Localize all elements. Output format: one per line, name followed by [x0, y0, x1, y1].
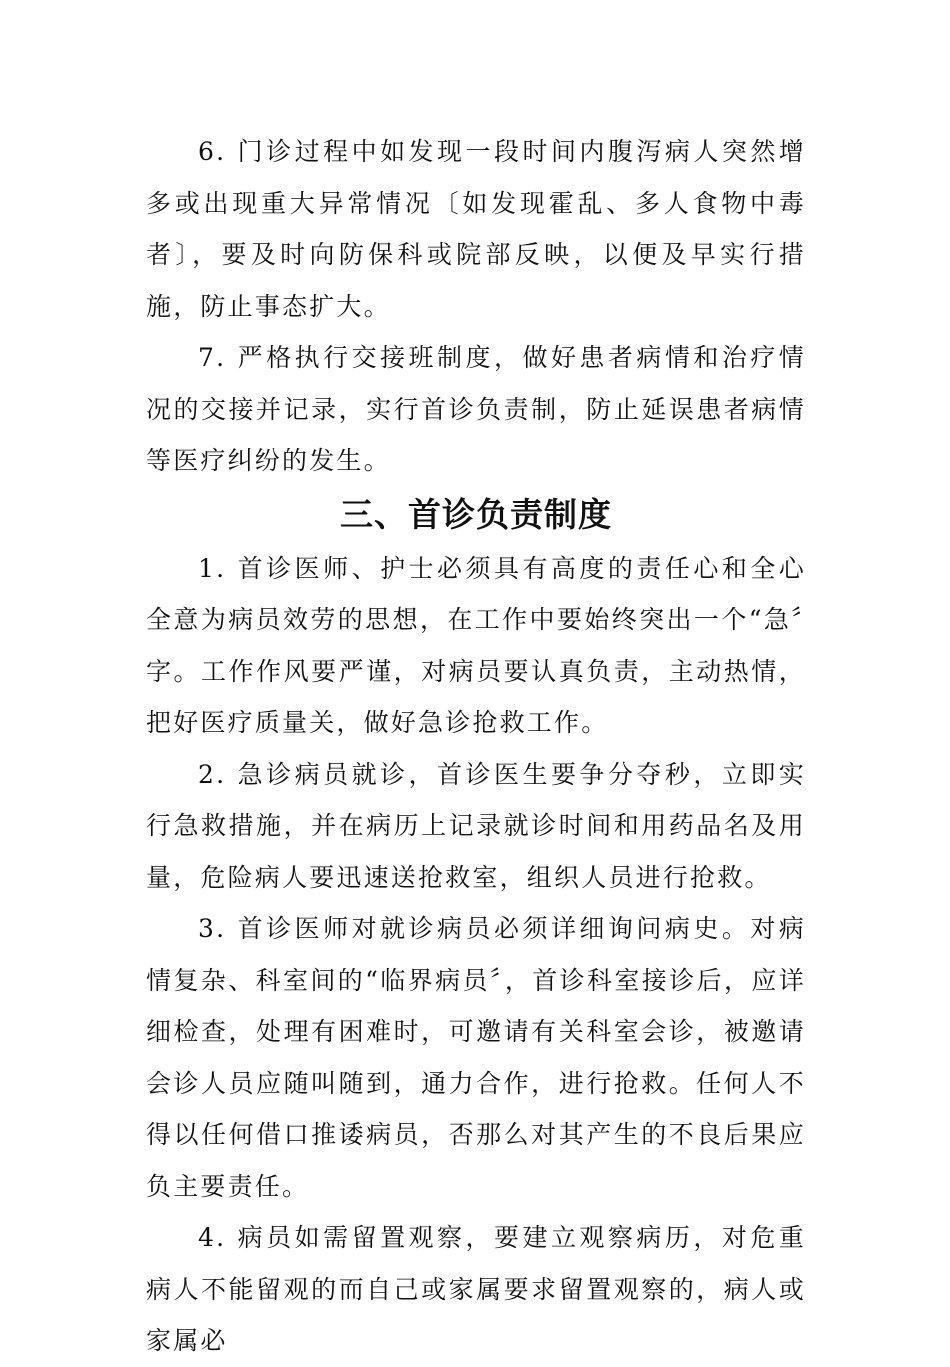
rule-item-1: 1. 首诊医师、护士必须具有高度的责任心和全心全意为病员效劳的思想，在工作中要始终突出一个“急〞字。工作作风要严谨，对病员要认真负责，主动热情，把好医疗质量关，做好急诊抢救工作。 — [146, 553, 806, 737]
rule-item-3: 3. 首诊医师对就诊病员必须详细询问病史。对病情复杂、科室间的“临界病员〞，首诊科室接诊后，应详细检查，处理有困难时，可邀请有关科室会诊，被邀请会诊人员应随叫随到，通力合作，进行抢救。任何人不得以任何借口推诿病员，否那么对其产生的不良后果应负主要责任。 — [146, 914, 806, 1201]
rule-item-7: 7. 严格执行交接班制度，做好患者病情和治疗情况的交接并记录，实行首诊负责制，防止延误患者病情等医疗纠纷的发生。 — [146, 343, 806, 475]
document-page — [146, 126, 806, 1367]
rule-item-6: 6. 门诊过程中如发现一段时间内腹泻病人突然增多或出现重大异常情况〔如发现霍乱、多人食物中毒者〕，要及时向防保科或院部反映，以便及早实行措施，防止事态扩大。 — [146, 137, 806, 321]
rule-item-4: 4. 病员如需留置观察，要建立观察病历，对危重病人不能留观的而自己或家属要求留置观察的，病人或家属必 — [146, 1223, 806, 1355]
section-title: 三、首诊负责制度 — [340, 494, 612, 534]
rule-item-2: 2. 急诊病员就诊，首诊医生要争分夺秒，立即实行急救措施，并在病历上记录就诊时间和用药品名及用量，危险病人要迅速送抢救室，组织人员进行抢救。 — [146, 759, 806, 892]
